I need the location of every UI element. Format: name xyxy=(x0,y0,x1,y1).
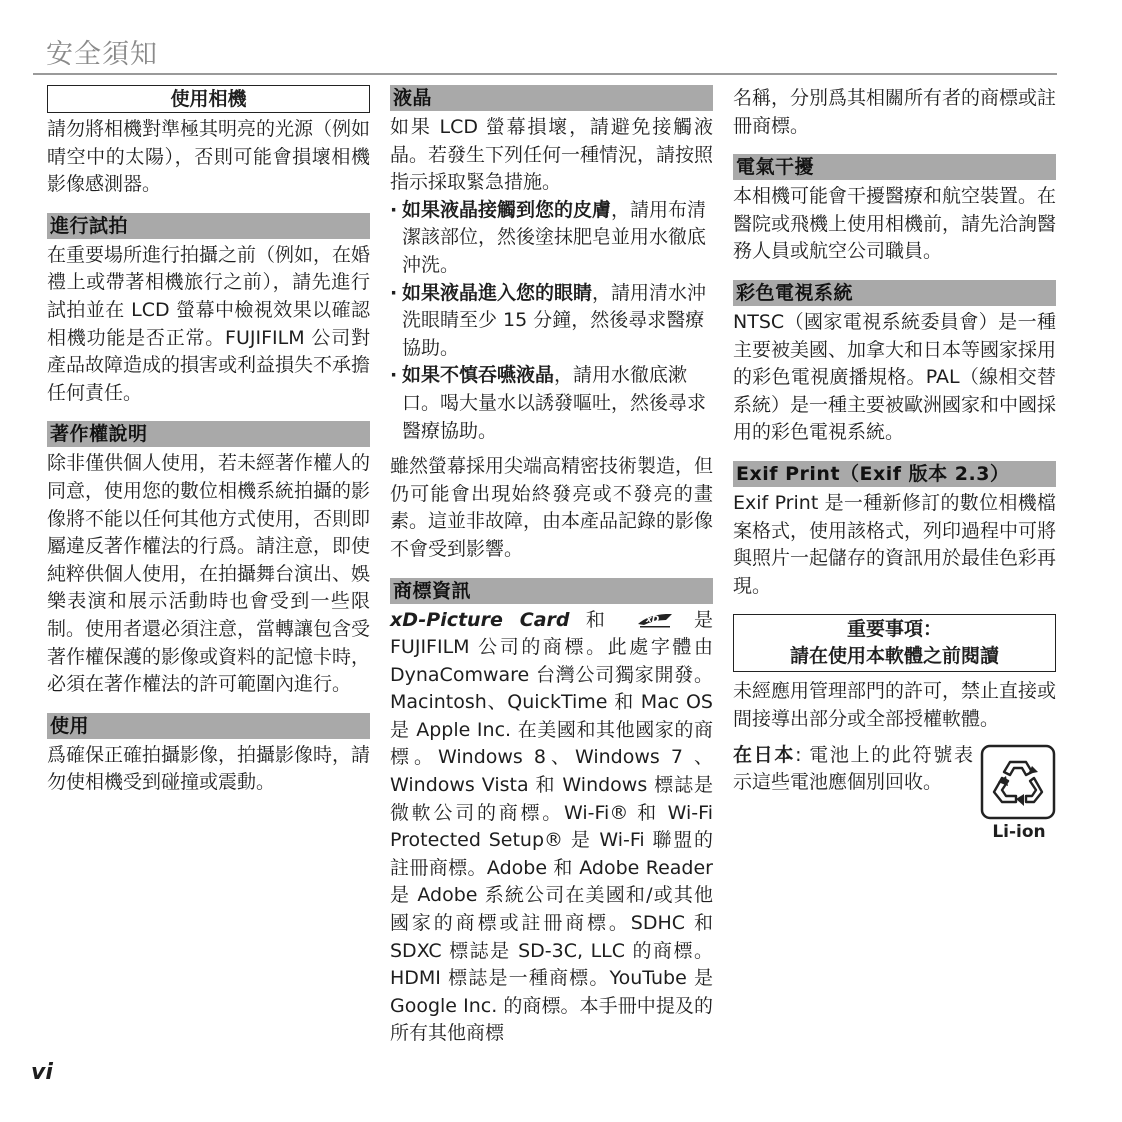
recycle-icon xyxy=(980,744,1056,820)
japan-label: 在日本 xyxy=(733,743,796,766)
text-handling: 爲確保正確拍攝影像，拍攝影像時，請勿使相機受到碰撞或震動。 xyxy=(47,743,371,794)
heading-copyright: 著作權說明 xyxy=(47,421,370,447)
japan-recycling xyxy=(733,742,1056,842)
text-exif: Exif Print 是一種新修訂的數位相機檔案格式，使用該格式，列印過程中可將與照片一起儲存的資訊用於最佳色彩再現。 xyxy=(733,491,1057,597)
column-2 xyxy=(390,85,713,1048)
heading-color-tv: 彩色電視系統 xyxy=(733,280,1056,306)
bullet-bold: 如果不慎吞嚥液晶 xyxy=(402,364,555,387)
list-item xyxy=(390,362,713,445)
text-trademarks-continued: 名稱，分別爲其相關所有者的商標或註冊商標。 xyxy=(733,87,1057,137)
text-trademarks xyxy=(390,607,713,1049)
heading-trademarks: 商標資訊 xyxy=(390,578,713,604)
text-important: 未經應用管理部門的許可，禁止直接或間接導出部分或全部授權軟體。 xyxy=(733,680,1057,730)
important-notice-box xyxy=(733,614,1056,672)
heading-handling: 使用 xyxy=(47,713,370,739)
page-number: vi xyxy=(31,1060,53,1085)
heading-test-shots: 進行試拍 xyxy=(47,213,370,239)
li-ion-label: Li-ion xyxy=(992,821,1046,842)
lcd-bullet-list xyxy=(390,197,713,445)
bullet-text: ，請用水徹底漱口。喝大量水以誘發嘔吐，然後尋求醫療協助。 xyxy=(402,364,707,442)
conjunction: 和 xyxy=(585,608,616,631)
heading-interference: 電氣干擾 xyxy=(733,154,1056,180)
text-test-shots: 在重要場所進行拍攝之前（例如，在婚禮上或帶著相機旅行之前），請先進行試拍並在 LCD 螢幕中檢視效果以確認相機功能是否正常。FUJIFILM 公司對產品故障造成的損害或利益損失不承擔任何責任。 xyxy=(47,243,371,404)
xd-picture-card-logo-icon xyxy=(636,611,674,629)
heading-lcd: 液晶 xyxy=(390,85,713,111)
page-title: 安全須知 xyxy=(46,39,158,70)
list-item xyxy=(390,197,713,280)
text-copyright: 除非僅供個人使用，若未經著作權人的同意，使用您的數位相機系統拍攝的影像將不能以任何其他方式使用，否則即屬違反著作權法的行爲。請注意，即使純粹供個人使用，在拍攝舞台演出、娛樂表演和展示活動時也會受到一些限制。使用者還必須注意，當轉讓包含受著作權保護的影像或資料的記憶卡時，必須在著作權法的許可範圍內進行。 xyxy=(47,452,371,696)
bullet-bold: 如果液晶接觸到您的皮膚 xyxy=(402,198,612,221)
column-3 xyxy=(733,85,1057,842)
bullet-bold: 如果液晶進入您的眼睛 xyxy=(402,281,593,304)
title-divider xyxy=(33,73,1057,75)
text-using-camera: 請勿將相機對準極其明亮的光源（例如晴空中的太陽），否則可能會損壞相機影像感測器。 xyxy=(47,118,371,196)
text-color-tv: NTSC（國家電視系統委員會）是一種主要被美國、加拿大和日本等國家採用的彩色電視廣播規格。PAL（線相交替系統）是一種主要被歐洲國家和中國採用的彩色電視系統。 xyxy=(733,310,1057,444)
important-line-2: 請在使用本軟體之前閱讀 xyxy=(789,645,999,668)
brand-name: xD-Picture Card xyxy=(390,608,570,631)
list-item xyxy=(390,280,713,363)
verb: 是 xyxy=(693,608,713,631)
heading-using-camera: 使用相機 xyxy=(47,85,370,113)
text-lcd-outro: 雖然螢幕採用尖端高精密技術製造，但仍可能會出現始終發亮或不發亮的畫素。這並非故障，由本產品記錄的影像不會受到影響。 xyxy=(390,455,714,560)
text-lcd-intro: 如果 LCD 螢幕損壞，請避免接觸液晶。若發生下列任何一種情況，請按照指示採取緊急措施。 xyxy=(390,116,714,194)
bullet-text: ，請用清水沖洗眼睛至少 15 分鐘，然後尋求醫療協助。 xyxy=(402,281,707,359)
heading-exif: Exif Print（Exif 版本 2.3） xyxy=(733,461,1056,487)
important-line-1: 重要事項： xyxy=(846,618,942,641)
text-interference: 本相機可能會干擾醫療和航空裝置。在醫院或飛機上使用相機前，請先洽詢醫務人員或航空公司職員。 xyxy=(733,185,1057,263)
column-1 xyxy=(47,85,370,797)
svg-text:xD: xD xyxy=(645,614,659,625)
text-japan xyxy=(733,742,973,797)
trademarks-body: FUJIFILM 公司的商標。此處字體由 DynaComware 台灣公司獨家開發。Macintosh、QuickTime 和 Mac OS 是 Apple Inc. 在美國和其他國家的商標。Windows 8、Windows 7 、Windows Vista 和 Windows 標誌是微軟公司的商標。Wi-Fi® 和 Wi-Fi Protected Setup® 是 Wi-Fi 聯盟的註冊商標。Adobe 和 Adobe Reader 是 Adobe 系統公司在美國和/或其他國家的商標或註冊商標。SDHC 和 SDXC 標誌是 SD-3C, LLC 的商標。HDMI 標誌是一種商標。YouTube 是 Google Inc. 的商標。本手冊中提及的所有其他商標 xyxy=(390,636,713,1045)
bullet-text: ，請用布清潔該部位，然後塗抹肥皂並用水徹底沖洗。 xyxy=(402,198,707,276)
japan-text: : 電池上的此符號表示這些電池應個別回收。 xyxy=(733,743,973,794)
